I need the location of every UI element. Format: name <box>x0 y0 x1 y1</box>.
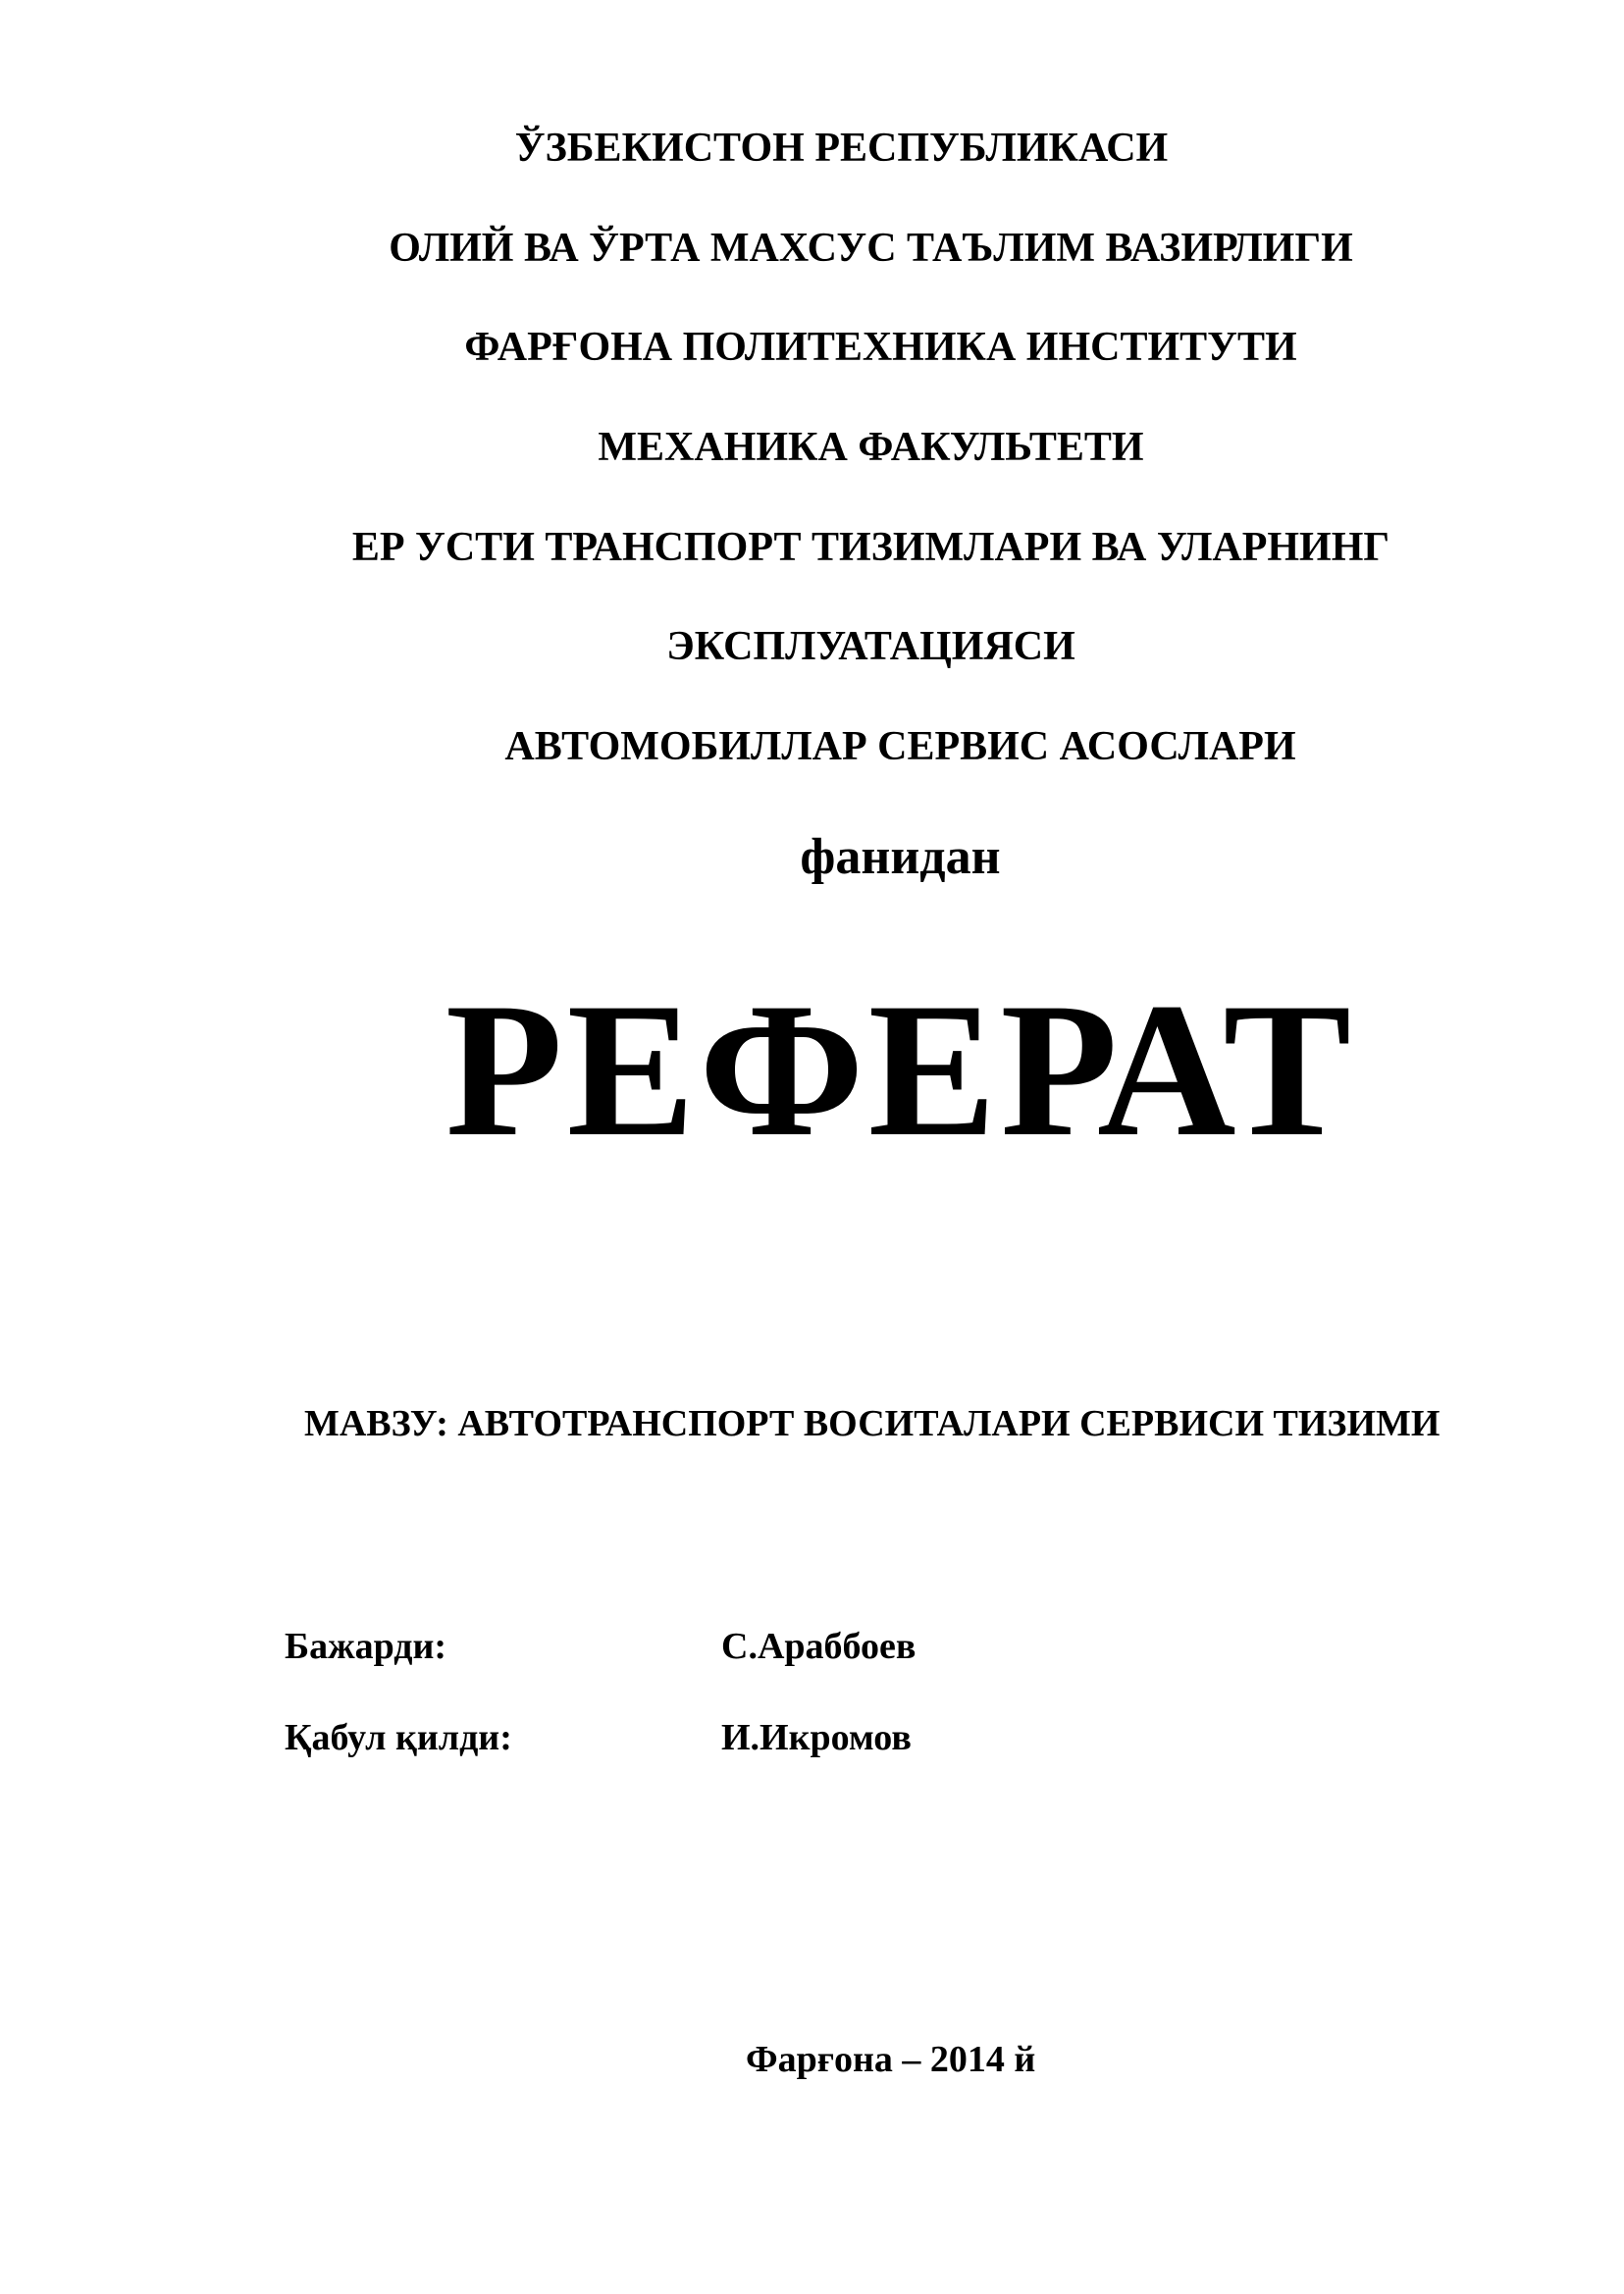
header-line-institute: ФАРҒОНА ПОЛИТЕХНИКА ИНСТИТУТИ <box>464 325 1297 370</box>
header-line-country: ЎЗБЕКИСТОН РЕСПУБЛИКАСИ <box>514 126 1169 171</box>
header-line-course: АВТОМОБИЛЛАР СЕРВИС АСОСЛАРИ <box>504 724 1296 769</box>
header-line-ministry: ОЛИЙ ВА ЎРТА МАХСУС ТАЪЛИМ ВАЗИРЛИГИ <box>389 226 1353 271</box>
credit-label-performed-by: Бажарди: <box>285 1626 447 1667</box>
header-line-faculty: МЕХАНИКА ФАКУЛЬТЕТИ <box>598 425 1144 470</box>
header-line-department-cont: ЭКСПЛУАТАЦИЯСИ <box>666 624 1075 669</box>
subject-suffix: фанидан <box>800 829 1001 885</box>
credit-value-performed-by: С.Араббоев <box>721 1626 917 1667</box>
footer-city-year: Фарғона – 2014 й <box>746 2039 1036 2080</box>
topic-line: МАВЗУ: АВТОТРАНСПОРТ ВОСИТАЛАРИ СЕРВИСИ ТИЗИМИ <box>304 1403 1441 1444</box>
credit-label-accepted-by: Қабул қилди: <box>285 1717 512 1758</box>
document-type-title: РЕФЕРАТ <box>445 964 1356 1176</box>
header-line-department: ЕР УСТИ ТРАНСПОРТ ТИЗИМЛАРИ ВА УЛАРНИНГ <box>351 525 1390 570</box>
credit-value-accepted-by: И.Икромов <box>721 1717 912 1758</box>
